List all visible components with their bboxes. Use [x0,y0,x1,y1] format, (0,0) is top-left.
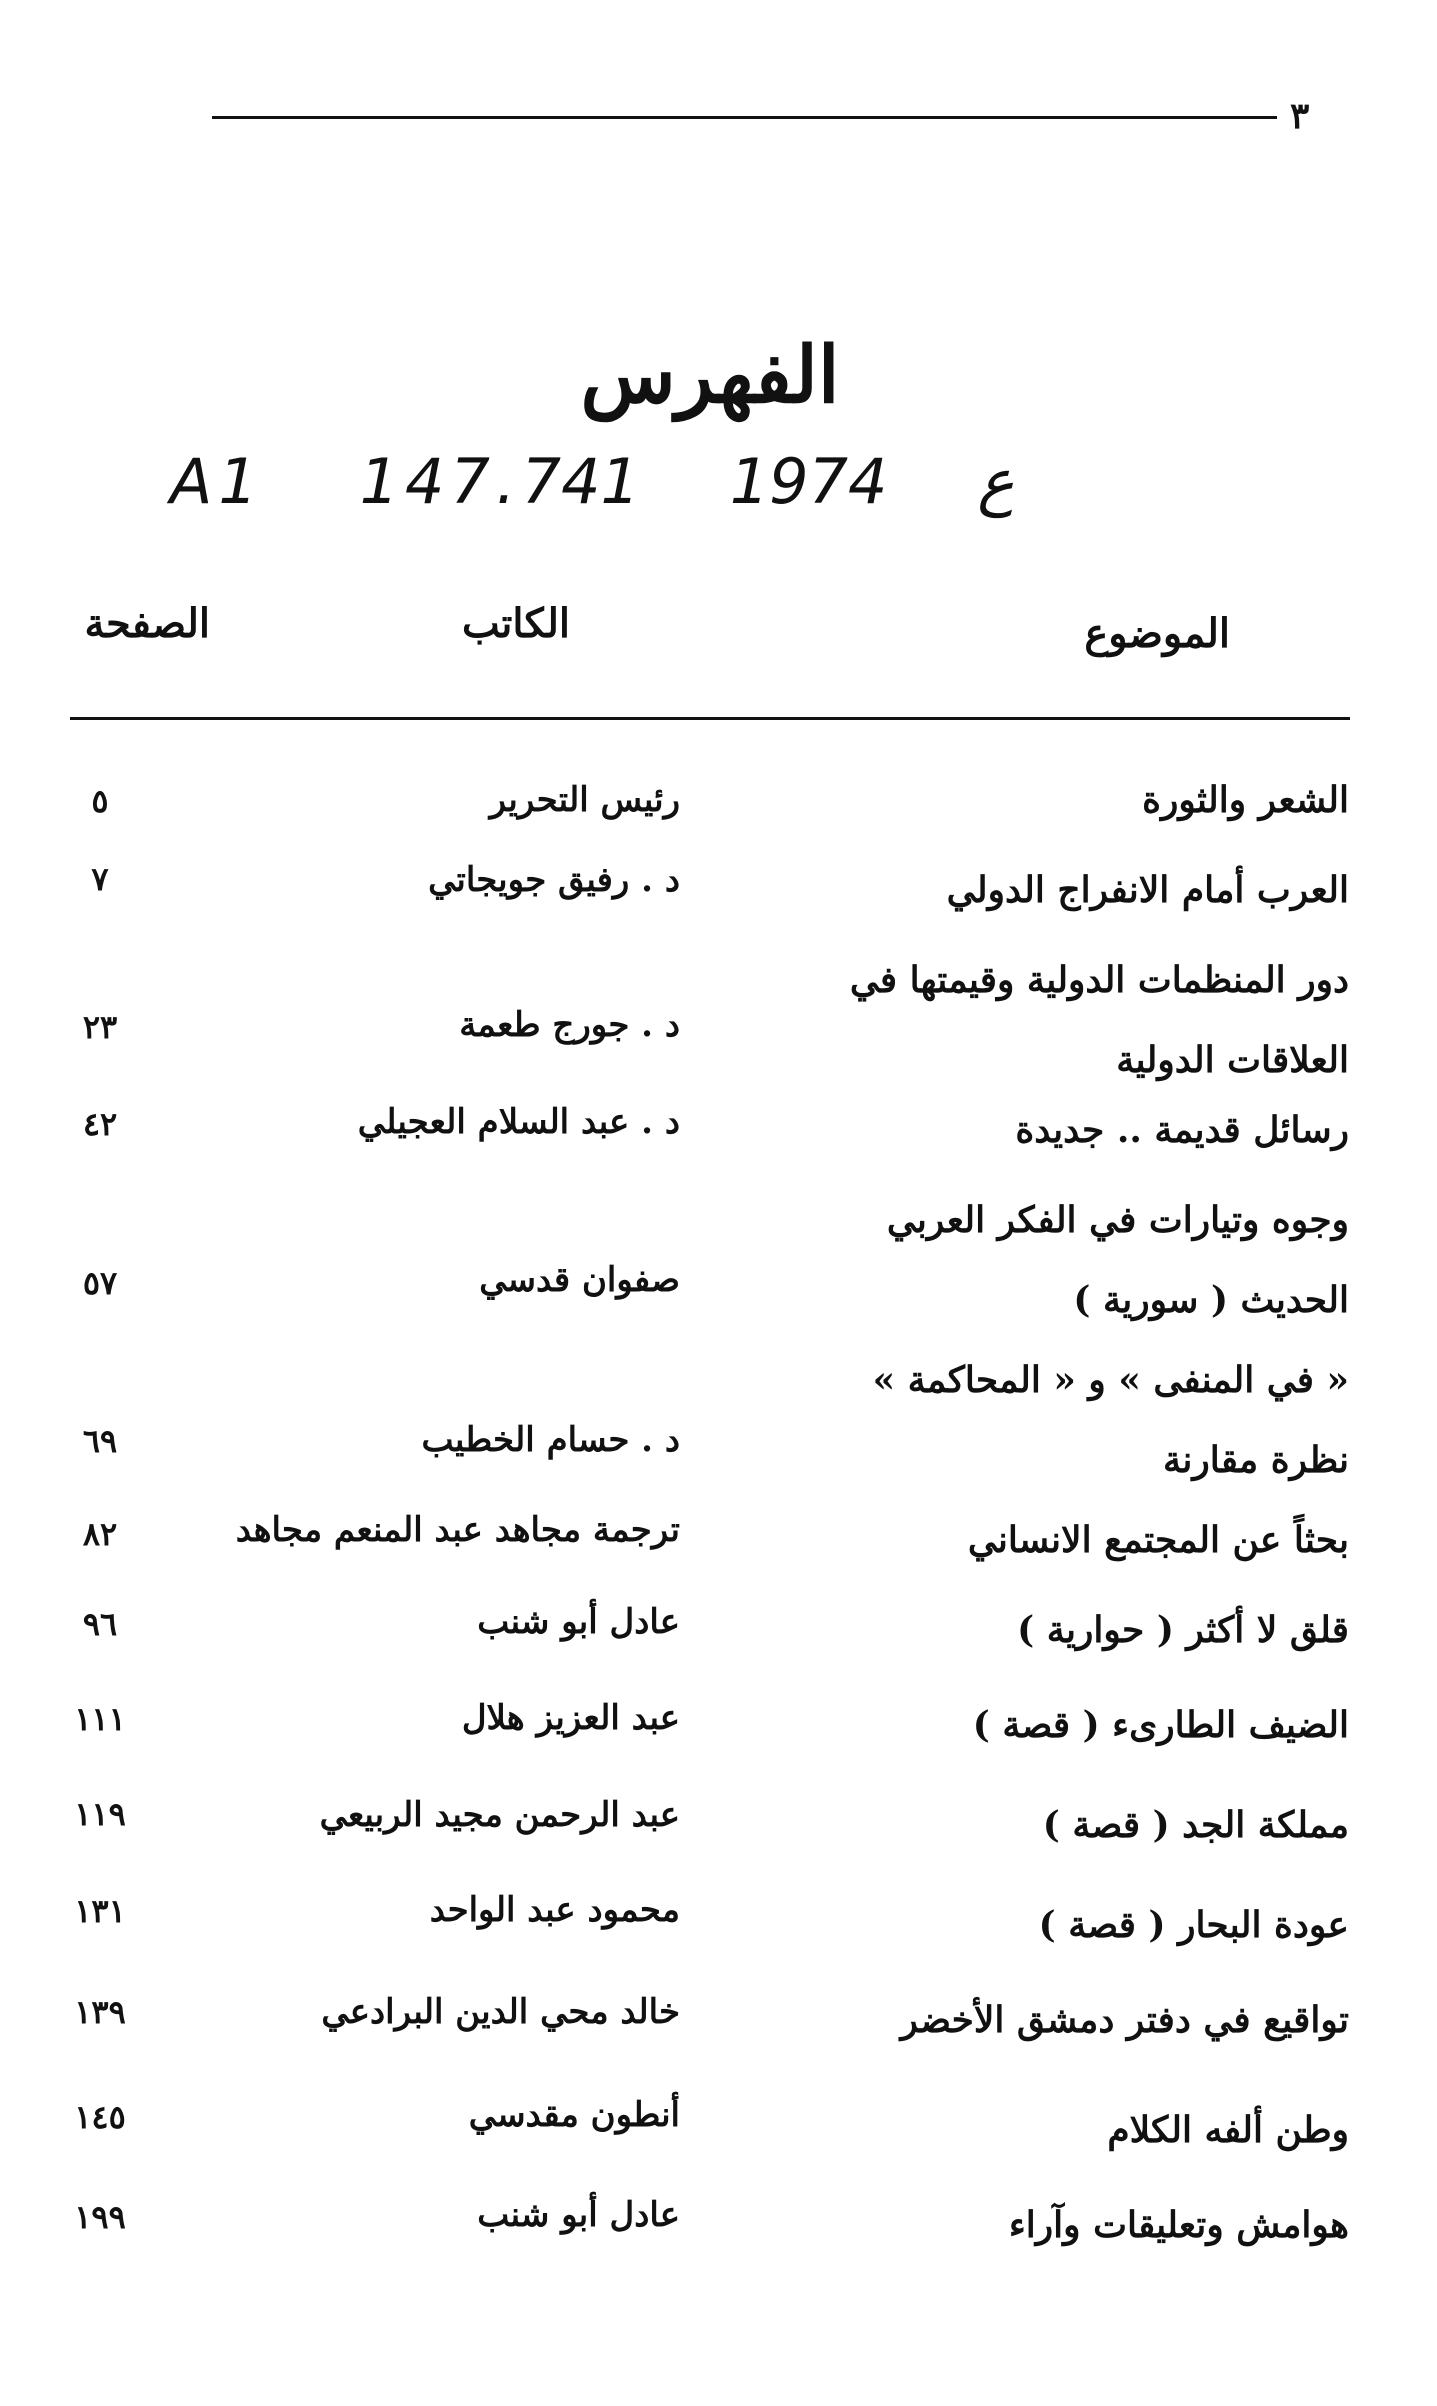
entry-subject-line: العرب أمام الانفراج الدولي [946,869,1349,911]
page-title: الفهرس [580,330,840,421]
entry-subject [649,1090,1349,1170]
entry-subject [649,1785,1349,1865]
entry-subject-line: نظرة مقارنة [1163,1439,1349,1481]
header-rule [70,717,1350,720]
entry-page-number: ٢٣ [82,1008,118,1046]
entry-subject-line: رسائل قديمة .. جديدة [1015,1109,1349,1151]
top-rule [212,116,1277,119]
entry-author: رئيس التحرير [489,780,680,820]
entry-subject-line: الضيف الطارىء ( قصة ) [972,1704,1349,1746]
entry-author: عبد الرحمن مجيد الربيعي [319,1795,680,1835]
entry-subject-line: تواقيع في دفتر دمشق الأخضر [900,1999,1349,2041]
entry-subject [649,2090,1349,2170]
entry-subject-line: وطن ألفه الكلام [1107,2109,1349,2151]
entry-page-number: ١٤٥ [74,2098,126,2136]
entry-author: خالد محي الدين البرادعي [321,1992,680,2032]
entry-page-number: ١١٩ [74,1795,126,1833]
handwritten-reference: A1 147.ع 1974 741 [170,445,1015,518]
entry-subject [649,1180,1349,1340]
column-header-subject: الموضوع [1084,610,1230,657]
entry-page-number: ١٣١ [74,1892,126,1930]
column-header-page: الصفحة [84,600,210,647]
entry-author: أنطون مقدسي [468,2095,680,2135]
entry-author: د . جورج طعمة [459,1005,680,1045]
entry-author: عبد العزيز هلال [461,1698,680,1738]
entry-author: د . رفيق جويجاتي [428,860,680,900]
entry-subject [649,1340,1349,1500]
entry-subject [649,1500,1349,1580]
entry-subject [649,1590,1349,1670]
entry-page-number: ٨٢ [82,1515,118,1553]
entry-page-number: ٧ [91,860,109,898]
entry-subject-line: عودة البحار ( قصة ) [1038,1904,1349,1946]
column-header-author: الكاتب [462,600,570,647]
entry-subject [649,940,1349,1100]
entry-page-number: ١٣٩ [74,1993,126,2031]
entry-author: د . عبد السلام العجيلي [357,1102,680,1142]
entry-author: عادل أبو شنب [477,2195,680,2235]
entry-subject [649,1885,1349,1965]
entry-author: محمود عبد الواحد [429,1890,680,1930]
entry-page-number: ١١١ [74,1700,126,1738]
entry-page-number: ٤٢ [82,1105,118,1143]
entry-author: د . حسام الخطيب [421,1420,680,1460]
entry-subject-line: الحديث ( سورية ) [1073,1279,1349,1321]
entry-subject-line: العلاقات الدولية [1116,1039,1349,1081]
entry-subject-line: بحثاً عن المجتمع الانساني [967,1519,1349,1561]
entry-subject-line: « في المنفى » و « المحاكمة » [872,1359,1349,1401]
entry-author: ترجمة مجاهد عبد المنعم مجاهد [235,1510,680,1550]
entry-page-number: ٥٧ [82,1264,118,1302]
entry-subject-line: دور المنظمات الدولية وقيمتها في [849,959,1349,1001]
entry-subject [649,1980,1349,2060]
entry-subject [649,2185,1349,2265]
entry-page-number: ٩٦ [82,1605,118,1643]
page-number: ٣ [1290,95,1310,137]
entry-subject [649,1685,1349,1765]
entry-subject-line: هوامش وتعليقات وآراء [1008,2204,1349,2246]
entry-page-number: ٦٩ [82,1422,118,1460]
entry-page-number: ١٩٩ [74,2198,126,2236]
entry-page-number: ٥ [91,782,109,820]
entry-subject-line: قلق لا أكثر ( حوارية ) [1017,1609,1349,1651]
entry-subject-line: الشعر والثورة [1142,779,1349,821]
entry-author: صفوان قدسي [479,1260,680,1300]
entry-subject [649,850,1349,930]
entry-subject-line: مملكة الجد ( قصة ) [1042,1804,1349,1846]
entry-subject-line: وجوه وتيارات في الفكر العربي [886,1199,1349,1241]
entry-author: عادل أبو شنب [477,1602,680,1642]
